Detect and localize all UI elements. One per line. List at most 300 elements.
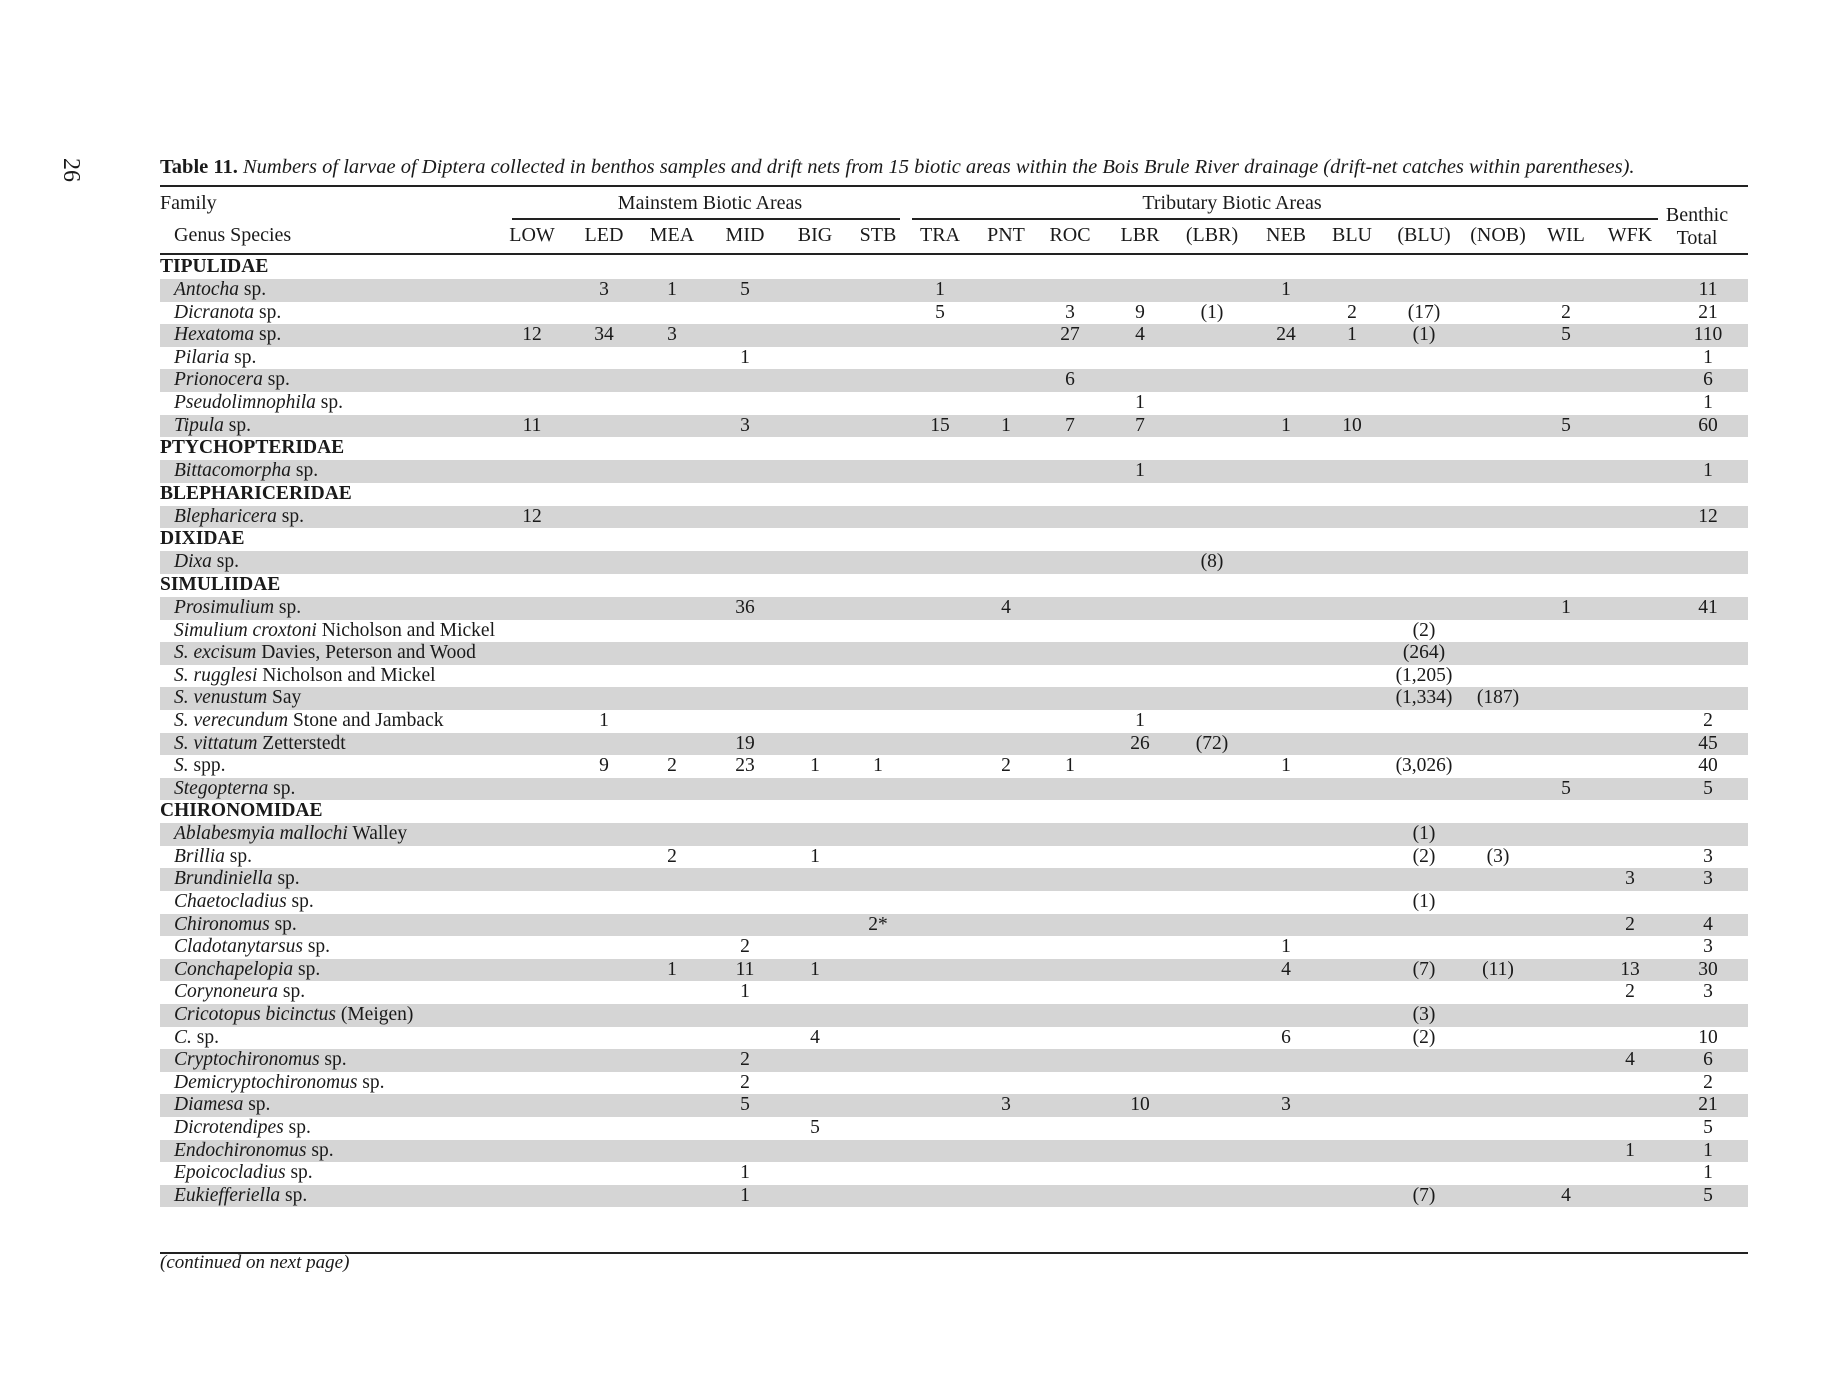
- table-cell: 9: [599, 755, 609, 777]
- table-cell: 1: [1281, 755, 1291, 777]
- table-cell: 1: [667, 279, 677, 300]
- table-cell: 2: [1625, 981, 1635, 1003]
- taxon-authority: sp.: [238, 279, 267, 300]
- table-cell: (1): [1412, 891, 1436, 913]
- table-cell: 3: [1703, 981, 1713, 1003]
- table-cell: (3): [1412, 1004, 1436, 1026]
- taxon-authority: sp.: [278, 981, 306, 1003]
- taxon-name: Stegopterna: [174, 777, 269, 799]
- table-cell: 4: [810, 1026, 820, 1048]
- table-cell: 1: [1135, 709, 1145, 731]
- taxon-authority: sp.: [268, 777, 296, 799]
- table-row: [160, 959, 1748, 982]
- table-row: [160, 1140, 1748, 1163]
- bottom-rule: [160, 1252, 1748, 1254]
- taxon-name: Pseudolimnophila: [174, 391, 316, 413]
- taxon-authority: sp.: [319, 1049, 347, 1071]
- table-row: [160, 620, 1748, 643]
- taxon-authority: Say: [267, 687, 302, 709]
- table-row: [160, 279, 1748, 302]
- table-row: [160, 347, 1748, 370]
- table-cell: 7: [1065, 414, 1075, 436]
- table-cell: 2: [1001, 755, 1011, 777]
- column-header: NEB: [1266, 224, 1306, 246]
- column-header: PNT: [987, 224, 1025, 246]
- header-rule: [160, 253, 1748, 255]
- taxon-name: S.: [174, 755, 189, 777]
- taxon-label: [174, 324, 281, 347]
- table-cell: 2: [1625, 913, 1635, 935]
- taxon-label: [174, 891, 314, 914]
- taxon-name: Demicryptochironomus: [174, 1071, 358, 1093]
- taxon-label: [174, 1185, 307, 1208]
- table-caption: [160, 156, 1750, 179]
- table-cell: 1: [740, 346, 750, 368]
- taxon-label: [174, 710, 444, 733]
- taxon-name: Chironomus: [174, 913, 270, 935]
- taxon-authority: sp.: [302, 936, 331, 958]
- table-cell: 4: [1281, 958, 1291, 980]
- table-cell: 15: [930, 414, 950, 436]
- table-cell: 1: [1561, 596, 1571, 618]
- table-cell: 1: [1001, 414, 1011, 436]
- table-cell: 1: [1281, 279, 1291, 300]
- taxon-name: Pilaria: [174, 346, 230, 368]
- mainstem-rule: [512, 218, 900, 220]
- table-cell: 5: [1561, 777, 1571, 799]
- taxon-label: [174, 1004, 413, 1027]
- table-cell: 4: [1625, 1049, 1635, 1071]
- table-row: [160, 506, 1748, 529]
- table-row: [160, 1162, 1748, 1185]
- caption-label: Table 11.: [160, 156, 238, 178]
- taxon-label: [174, 1072, 385, 1095]
- taxon-authority: sp.: [280, 1184, 308, 1206]
- column-header: (NOB): [1470, 224, 1526, 246]
- table-cell: 6: [1703, 369, 1713, 391]
- column-header: BIG: [797, 224, 833, 246]
- taxon-label: [174, 778, 295, 801]
- table-cell: 2: [1347, 301, 1357, 323]
- taxon-name: Bittacomorpha: [174, 460, 291, 482]
- column-header: WFK: [1607, 224, 1653, 246]
- table-cell: 1: [599, 709, 609, 731]
- taxon-label: [174, 755, 225, 778]
- taxon-name: Cladotanytarsus: [174, 936, 303, 958]
- taxon-name: S. vittatum: [174, 732, 258, 754]
- table-row: [160, 981, 1748, 1004]
- table-row: [160, 687, 1748, 710]
- table-cell: 1: [740, 1184, 750, 1206]
- taxon-name: Dicranota: [174, 301, 255, 323]
- taxon-authority: Nicholson and Mickel: [257, 664, 436, 686]
- taxon-authority: sp.: [223, 414, 251, 436]
- taxon-label: [174, 1027, 219, 1050]
- table-cell: 2: [740, 1049, 750, 1071]
- table-cell: 6: [1703, 1049, 1713, 1071]
- column-header: BLU: [1332, 224, 1372, 246]
- taxon-authority: Walley: [347, 823, 408, 845]
- table-row: [160, 846, 1748, 869]
- taxon-authority: Zetterstedt: [257, 732, 346, 754]
- page-number: 26: [58, 158, 84, 182]
- table-row: [160, 1185, 1748, 1208]
- taxon-name: S. venustum: [174, 687, 268, 709]
- continued-note: (continued on next page): [160, 1252, 350, 1273]
- caption-text: Numbers of larvae of Diptera collected in benthos samples and drift nets from 15 biotic areas within the Bois Brule River drainage (drift-net catches within parentheses).: [242, 156, 1635, 178]
- taxon-label: [174, 846, 252, 869]
- taxon-name: Blepharicera: [174, 505, 277, 527]
- taxon-authority: sp.: [274, 596, 302, 618]
- table-cell: 11: [735, 958, 755, 980]
- table-cell: (11): [1482, 958, 1514, 980]
- taxon-name: S. verecundum: [174, 709, 289, 731]
- table-cell: 3: [1281, 1094, 1291, 1116]
- taxon-name: Eukiefferiella: [174, 1184, 281, 1206]
- header-genus-species: Genus Species: [174, 224, 292, 246]
- table-row: [160, 1072, 1748, 1095]
- table-row: [160, 460, 1748, 483]
- table-cell: 30: [1698, 958, 1718, 980]
- header-mainstem: Mainstem Biotic Areas: [617, 192, 803, 214]
- table-cell: 1: [810, 958, 820, 980]
- taxon-label: [174, 597, 301, 620]
- table-cell: 11: [1698, 279, 1718, 300]
- table-cell: 34: [594, 324, 614, 346]
- table-cell: 27: [1060, 324, 1080, 346]
- header-benthic-total: [1666, 204, 1728, 250]
- table-cell: 5: [740, 279, 750, 300]
- table-cell: 1: [1703, 1139, 1713, 1161]
- taxon-authority: sp.: [293, 958, 321, 980]
- table-cell: 1: [1625, 1139, 1635, 1161]
- table-cell: 21: [1698, 1094, 1718, 1116]
- taxon-name: Cricotopus bicinctus: [174, 1004, 336, 1026]
- table-cell: 2*: [868, 913, 888, 935]
- table-cell: 10: [1130, 1094, 1150, 1116]
- table-cell: 3: [1625, 868, 1635, 890]
- taxon-label: [174, 959, 320, 982]
- column-header: (LBR): [1185, 224, 1239, 246]
- taxon-label: [174, 665, 436, 688]
- family-row: [160, 574, 1748, 597]
- table-row: [160, 597, 1748, 620]
- taxon-label: [174, 620, 495, 643]
- family-row: [160, 800, 1748, 823]
- table-cell: 4: [1135, 324, 1145, 346]
- taxon-label: [174, 302, 281, 325]
- table-cell: 5: [1703, 1117, 1713, 1138]
- table-cell: (1,205): [1395, 664, 1453, 686]
- table-cell: (8): [1200, 551, 1224, 573]
- taxon-authority: Nicholson and Mickel: [316, 619, 495, 641]
- table-cell: (1): [1200, 301, 1224, 323]
- table-cell: 12: [1698, 505, 1718, 527]
- taxon-label: [174, 347, 256, 370]
- table-row: [160, 392, 1748, 415]
- table-cell: (1): [1412, 324, 1436, 346]
- table-row: [160, 369, 1748, 392]
- table-cell: 5: [1703, 1184, 1713, 1206]
- column-header: MID: [725, 224, 765, 246]
- taxon-label: [174, 1117, 311, 1140]
- taxon-authority: sp.: [283, 1117, 311, 1138]
- table-cell: 2: [667, 845, 677, 867]
- table-cell: 10: [1342, 414, 1362, 436]
- taxon-name: Corynoneura: [174, 981, 278, 1003]
- table-cell: 1: [873, 755, 883, 777]
- table-row: [160, 642, 1748, 665]
- taxon-name: Prosimulium: [174, 596, 275, 618]
- tributary-rule: [912, 218, 1658, 220]
- table-cell: (3,026): [1395, 755, 1453, 777]
- table-row: [160, 914, 1748, 937]
- taxon-label: [174, 460, 318, 483]
- taxon-name: Epoicocladius: [174, 1162, 286, 1184]
- taxon-authority: sp.: [211, 551, 239, 573]
- family-label: SIMULIIDAE: [160, 573, 281, 595]
- table-cell: 6: [1281, 1026, 1291, 1048]
- table-cell: (264): [1402, 642, 1446, 664]
- taxon-authority: sp.: [229, 346, 257, 368]
- taxon-name: Tipula: [174, 414, 224, 436]
- taxon-name: Conchapelopia: [174, 958, 294, 980]
- table-cell: 1: [1703, 391, 1713, 413]
- table-cell: 3: [1703, 868, 1713, 890]
- column-header: MEA: [649, 224, 695, 246]
- taxon-name: S. rugglesi: [174, 664, 258, 686]
- table-row: [160, 1004, 1748, 1027]
- table-cell: 5: [810, 1117, 820, 1138]
- taxon-authority: sp.: [286, 891, 314, 913]
- taxon-label: [174, 936, 330, 959]
- table-row: [160, 1117, 1748, 1140]
- table-row: [160, 936, 1748, 959]
- taxon-name: Ablabesmyia mallochi: [174, 823, 348, 845]
- table-cell: 36: [735, 596, 755, 618]
- table-cell: 10: [1698, 1026, 1718, 1048]
- table-cell: (7): [1412, 1184, 1436, 1206]
- table-cell: (72): [1195, 732, 1229, 754]
- taxon-authority: sp.: [254, 301, 282, 323]
- taxon-name: Chaetocladius: [174, 891, 287, 913]
- table-cell: 1: [667, 958, 677, 980]
- taxon-name: C.: [174, 1026, 192, 1048]
- taxon-label: [174, 279, 266, 302]
- taxon-authority: sp.: [243, 1094, 271, 1116]
- taxon-label: [174, 642, 476, 665]
- taxon-authority: sp.: [291, 460, 319, 482]
- taxon-label: [174, 1140, 334, 1163]
- table-body: [160, 256, 1748, 1207]
- taxon-authority: sp.: [285, 1162, 313, 1184]
- table-cell: 13: [1620, 958, 1640, 980]
- column-header: LOW: [509, 224, 555, 246]
- table-cell: 2: [740, 1071, 750, 1093]
- table-cell: 26: [1130, 732, 1150, 754]
- table-row: [160, 868, 1748, 891]
- taxon-name: Prionocera: [174, 369, 263, 391]
- taxon-authority: (Meigen): [335, 1004, 414, 1026]
- table-cell: 3: [1001, 1094, 1011, 1116]
- top-rule: [160, 185, 1748, 187]
- taxon-label: [174, 506, 304, 529]
- taxon-label: [174, 733, 346, 756]
- taxon-label: [174, 687, 301, 710]
- table-cell: 6: [1065, 369, 1075, 391]
- table-cell: 3: [667, 324, 677, 346]
- table-cell: 21: [1698, 301, 1718, 323]
- table-row: [160, 733, 1748, 756]
- table-cell: 3: [1065, 301, 1075, 323]
- table-row: [160, 665, 1748, 688]
- taxon-label: [174, 392, 343, 415]
- table-cell: (1): [1412, 823, 1436, 845]
- taxon-label: [174, 415, 251, 438]
- table-cell: 12: [522, 324, 542, 346]
- table-cell: 3: [1703, 936, 1713, 958]
- taxon-authority: sp.: [262, 369, 290, 391]
- taxon-authority: sp.: [191, 1026, 219, 1048]
- taxon-authority: Stone and Jamback: [288, 709, 444, 731]
- table-cell: 5: [935, 301, 945, 323]
- table-cell: 40: [1698, 755, 1718, 777]
- taxon-name: Dixa: [174, 551, 212, 573]
- family-label: DIXIDAE: [160, 528, 245, 550]
- table-cell: 110: [1693, 324, 1723, 346]
- table-cell: 2: [1703, 709, 1713, 731]
- family-label: BLEPHARICERIDAE: [160, 482, 352, 504]
- table-cell: (7): [1412, 958, 1436, 980]
- table-row: [160, 302, 1748, 325]
- taxon-authority: sp.: [357, 1071, 385, 1093]
- table-cell: (17): [1407, 301, 1441, 323]
- taxon-name: S. excisum: [174, 642, 257, 664]
- table-row: [160, 710, 1748, 733]
- family-label: CHIRONOMIDAE: [160, 800, 323, 822]
- taxon-label: [174, 914, 297, 937]
- taxon-name: Dicrotendipes: [174, 1117, 284, 1138]
- table-row: [160, 1027, 1748, 1050]
- table-cell: 4: [1001, 596, 1011, 618]
- table-cell: 2: [667, 755, 677, 777]
- table-row: [160, 415, 1748, 438]
- family-row: [160, 437, 1748, 460]
- taxon-authority: sp.: [272, 868, 300, 890]
- taxon-name: Brundiniella: [174, 868, 273, 890]
- taxon-authority: spp.: [188, 755, 226, 777]
- table-cell: 1: [935, 279, 945, 300]
- column-header: LED: [584, 224, 624, 246]
- taxon-name: Brillia: [174, 845, 225, 867]
- table-cell: 60: [1698, 414, 1718, 436]
- table-cell: 5: [1561, 414, 1571, 436]
- family-row: [160, 528, 1748, 551]
- taxon-authority: sp.: [254, 324, 282, 346]
- table-cell: 3: [1703, 845, 1713, 867]
- table-row: [160, 891, 1748, 914]
- column-header: TRA: [920, 224, 960, 246]
- taxon-label: [174, 551, 239, 574]
- table-cell: 5: [1703, 777, 1713, 799]
- column-header: (BLU): [1397, 224, 1451, 246]
- table-cell: (1,334): [1395, 687, 1453, 709]
- table-cell: (3): [1486, 845, 1510, 867]
- table-cell: 12: [522, 505, 542, 527]
- table-cell: 4: [1703, 913, 1713, 935]
- table-cell: 1: [1347, 324, 1357, 346]
- table-cell: 1: [1065, 755, 1075, 777]
- table-cell: (187): [1476, 687, 1520, 709]
- table-cell: (2): [1412, 619, 1436, 641]
- column-header: LBR: [1120, 224, 1160, 246]
- table-cell: 1: [740, 981, 750, 1003]
- table-cell: 1: [1135, 391, 1145, 413]
- taxon-name: Hexatoma: [174, 324, 255, 346]
- table-cell: (2): [1412, 845, 1436, 867]
- taxon-authority: sp.: [224, 845, 253, 867]
- table-cell: 1: [1703, 1162, 1713, 1184]
- table-row: [160, 551, 1748, 574]
- taxon-authority: Davies, Peterson and Wood: [256, 642, 476, 664]
- taxon-label: [174, 868, 300, 891]
- taxon-label: [174, 823, 407, 846]
- table-row: [160, 755, 1748, 778]
- taxon-name: Antocha: [174, 279, 239, 300]
- table-cell: 5: [1561, 324, 1571, 346]
- table-cell: 9: [1135, 301, 1145, 323]
- table-cell: 11: [522, 414, 542, 436]
- family-row: [160, 483, 1748, 506]
- family-row: [160, 256, 1748, 279]
- taxon-authority: sp.: [276, 505, 304, 527]
- table-cell: 19: [735, 732, 755, 754]
- table-row: [160, 1094, 1748, 1117]
- table-cell: 45: [1698, 732, 1718, 754]
- header-tributary: Tributary Biotic Areas: [1142, 192, 1322, 214]
- table-cell: 4: [1561, 1184, 1571, 1206]
- table-cell: 24: [1276, 324, 1296, 346]
- taxon-name: Diamesa: [174, 1094, 244, 1116]
- table-cell: 1: [1135, 460, 1145, 482]
- table-cell: 23: [735, 755, 755, 777]
- table-cell: 3: [740, 414, 750, 436]
- taxon-authority: sp.: [269, 913, 297, 935]
- table-row: [160, 778, 1748, 801]
- column-header: STB: [859, 224, 897, 246]
- table-cell: 2: [1561, 301, 1571, 323]
- taxon-name: Cryptochironomus: [174, 1049, 320, 1071]
- column-header: WIL: [1547, 224, 1585, 246]
- table-cell: 7: [1135, 414, 1145, 436]
- table-cell: (2): [1412, 1026, 1436, 1048]
- table-cell: 1: [1703, 346, 1713, 368]
- taxon-label: [174, 1162, 313, 1185]
- table-cell: 1: [1703, 460, 1713, 482]
- table-cell: 1: [1281, 414, 1291, 436]
- taxon-authority: sp.: [306, 1139, 334, 1161]
- table-cell: 3: [599, 279, 609, 300]
- table-cell: 41: [1698, 596, 1718, 618]
- table-row: [160, 823, 1748, 846]
- table-cell: 1: [1281, 936, 1291, 958]
- taxon-authority: sp.: [315, 391, 344, 413]
- family-label: PTYCHOPTERIDAE: [160, 437, 345, 459]
- taxon-label: [174, 1094, 270, 1117]
- taxon-name: Simulium croxtoni: [174, 619, 317, 641]
- column-header: ROC: [1049, 224, 1091, 246]
- table-cell: 2: [1703, 1071, 1713, 1093]
